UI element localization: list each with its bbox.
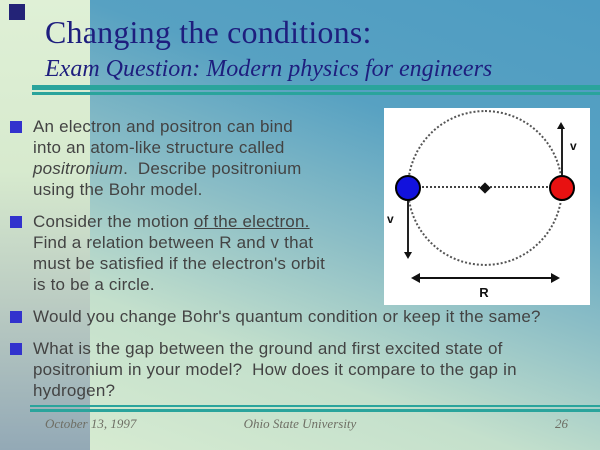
radius-dimension-line <box>420 277 551 279</box>
bullet-text: What is the gap between the ground and first excited state of positronium in your model? How does it compare to the gap in hydrogen? <box>33 339 517 400</box>
positronium-diagram <box>384 108 590 305</box>
electron-circle <box>395 175 421 201</box>
bullet-item <box>10 338 590 401</box>
electron-velocity-line <box>407 201 409 253</box>
bullet-text: An electron and positron can bind into an atom-like structure called positronium. Describe positronium using the Bohr model. <box>33 117 302 199</box>
header-separator-thin <box>32 92 600 95</box>
header-separator-thick <box>32 85 600 90</box>
bullet-text: Consider the motion of the electron. Find a relation between R and v that must be satisfied if the electron's orbit is to be a circle. <box>33 212 326 294</box>
bullet-square-icon <box>10 343 22 355</box>
arrow-down-icon <box>404 252 412 259</box>
footer-page-number: 26 <box>555 416 568 431</box>
footer-date: October 13, 1997 <box>45 416 137 431</box>
bullet-square-icon <box>10 311 22 323</box>
arrow-right-icon <box>551 273 560 283</box>
bullet-item <box>10 306 590 327</box>
footer-separator-thick <box>30 409 600 412</box>
radius-label: R <box>479 285 489 300</box>
bullet-text: Would you change Bohr's quantum condition or keep it the same? <box>33 307 541 326</box>
slide-title: Changing the conditions: <box>45 14 372 50</box>
bullet-square-icon <box>10 121 22 133</box>
bullet-square-icon <box>10 216 22 228</box>
arrow-up-icon <box>557 122 565 129</box>
slide-subtitle: Exam Question: Modern physics for engineers <box>45 56 493 82</box>
positron-circle <box>549 175 575 201</box>
positron-velocity-line <box>561 128 563 175</box>
velocity-label-left: v <box>387 212 394 226</box>
footer-organization: Ohio State University <box>243 416 357 431</box>
velocity-label-right: v <box>570 139 577 153</box>
footer-separator-thin <box>30 405 600 407</box>
arrow-left-icon <box>411 273 420 283</box>
corner-square-decoration <box>9 4 25 20</box>
